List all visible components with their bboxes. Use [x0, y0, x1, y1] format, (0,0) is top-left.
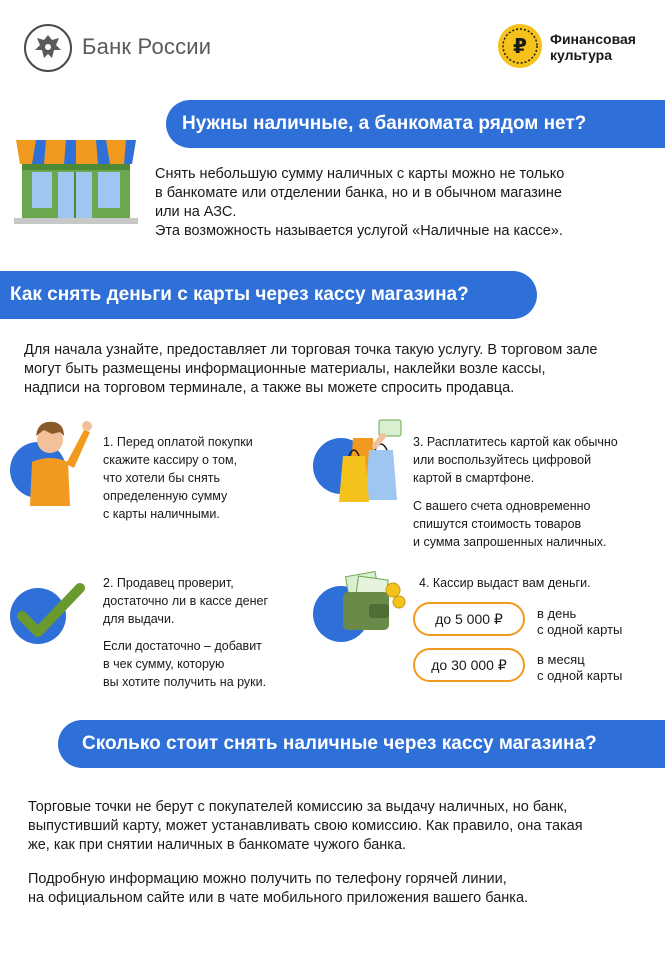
step-3-note: [413, 497, 653, 551]
daily-limit-line: с одной карты: [537, 622, 623, 637]
intro-line: или на АЗС.: [155, 204, 237, 220]
cost-line: Торговые точки не берут с покупателей комиссию за выдачу наличных, но банк,: [28, 799, 568, 815]
step-2-note-line: вы хотите получить на руки.: [103, 675, 267, 689]
shop-storefront-icon: [14, 132, 138, 224]
how-intro-line: Для начала узнайте, предоставляет ли торговая точка такую услугу. В торговом зале: [24, 342, 598, 358]
step-3-note-line: и сумма запрошенных наличных.: [413, 535, 607, 549]
banner-how-to-withdraw: [0, 271, 537, 319]
banner-cost-title: Сколько стоит снять наличные через кассу магазина?: [82, 733, 597, 754]
daily-limit-line: в день: [537, 606, 577, 621]
step-2-line: 2. Продавец проверит,: [103, 576, 234, 590]
person-pointing-icon: [10, 410, 100, 506]
checkmark-icon: [10, 580, 86, 650]
fc-line-1: Финансовая: [550, 31, 636, 47]
financial-culture-logo-text: [550, 31, 650, 63]
step-3-line: или воспользуйтесь цифровой: [413, 453, 592, 467]
step-2-note-line: Если достаточно – добавит: [103, 639, 262, 653]
fc-line-2: культура: [550, 47, 613, 63]
banner-need-cash: [166, 100, 665, 148]
cost-line: выпустивший карту, может устанавливать свою комиссию. Как правило, она такая: [28, 818, 583, 834]
intro-line: в банкомате или отделении банка, но и в обычном магазине: [155, 185, 562, 201]
info-line: на официальном сайте или в чате мобильного приложения вашего банка.: [28, 890, 529, 906]
step-1-line: с карты наличными.: [103, 507, 220, 521]
monthly-limit-label: [537, 652, 647, 684]
how-intro-line: могут быть размещены информационные материалы, наклейки возле кассы,: [24, 361, 546, 377]
intro-line: Эта возможность называется услугой «Наличные на кассе».: [155, 223, 563, 239]
step-3-note-line: С вашего счета одновременно: [413, 499, 591, 513]
info-line: Подробную информацию можно получить по телефону горячей линии,: [28, 871, 507, 887]
banner-need-cash-title: Нужны наличные, а банкомата рядом нет?: [182, 113, 587, 134]
step-4-text: 4. Кассир выдаст вам деньги.: [419, 576, 591, 590]
monthly-limit-line: с одной карты: [537, 668, 623, 683]
step-2-note: [103, 637, 303, 691]
monthly-limit-line: в месяц: [537, 652, 585, 667]
step-1-text: [103, 433, 303, 523]
how-intro-line: надписи на торговом терминале, а также вы можете спросить продавца.: [24, 380, 515, 396]
daily-limit-label: [537, 606, 647, 638]
step-3-text: [413, 433, 653, 487]
bank-name: Банк России: [82, 34, 212, 59]
step-1-line: определенную сумму: [103, 489, 228, 503]
daily-limit-badge: до 5 000 ₽: [413, 602, 525, 636]
step-2-note-line: в чек сумму, которую: [103, 657, 225, 671]
step-1-line: что хотели бы снять: [103, 471, 220, 485]
intro-line: Снять небольшую сумму наличных с карты можно не только: [155, 166, 565, 182]
step-3-line: 3. Расплатитесь картой как обычно: [413, 435, 618, 449]
step-3-line: картой в смартфоне.: [413, 471, 535, 485]
how-intro-paragraph: [24, 341, 649, 398]
step-3-note-line: спишутся стоимость товаров: [413, 517, 582, 531]
info-paragraph: [28, 870, 643, 908]
cost-line: же, как при снятии наличных в банкомате чужого банка.: [28, 837, 407, 853]
shopping-bags-icon: [313, 416, 409, 506]
step-2-line: для выдачи.: [103, 612, 175, 626]
banner-how-title: Как снять деньги с карты через кассу магазина?: [10, 284, 469, 305]
step-2-text: [103, 574, 303, 628]
step-1-line: 1. Перед оплатой покупки: [103, 435, 253, 449]
svg-text:₽: ₽: [513, 34, 527, 58]
cost-paragraph: [28, 798, 643, 855]
step-1-line: скажите кассиру о том,: [103, 453, 238, 467]
monthly-limit-badge: до 30 000 ₽: [413, 648, 525, 682]
ruble-coin-icon: [498, 24, 542, 68]
intro-paragraph: [155, 165, 650, 241]
bank-of-russia-emblem-icon: [24, 24, 72, 72]
step-2-line: достаточно ли в кассе денег: [103, 594, 269, 608]
banner-cost: [58, 720, 665, 768]
wallet-cash-icon: [313, 570, 409, 650]
